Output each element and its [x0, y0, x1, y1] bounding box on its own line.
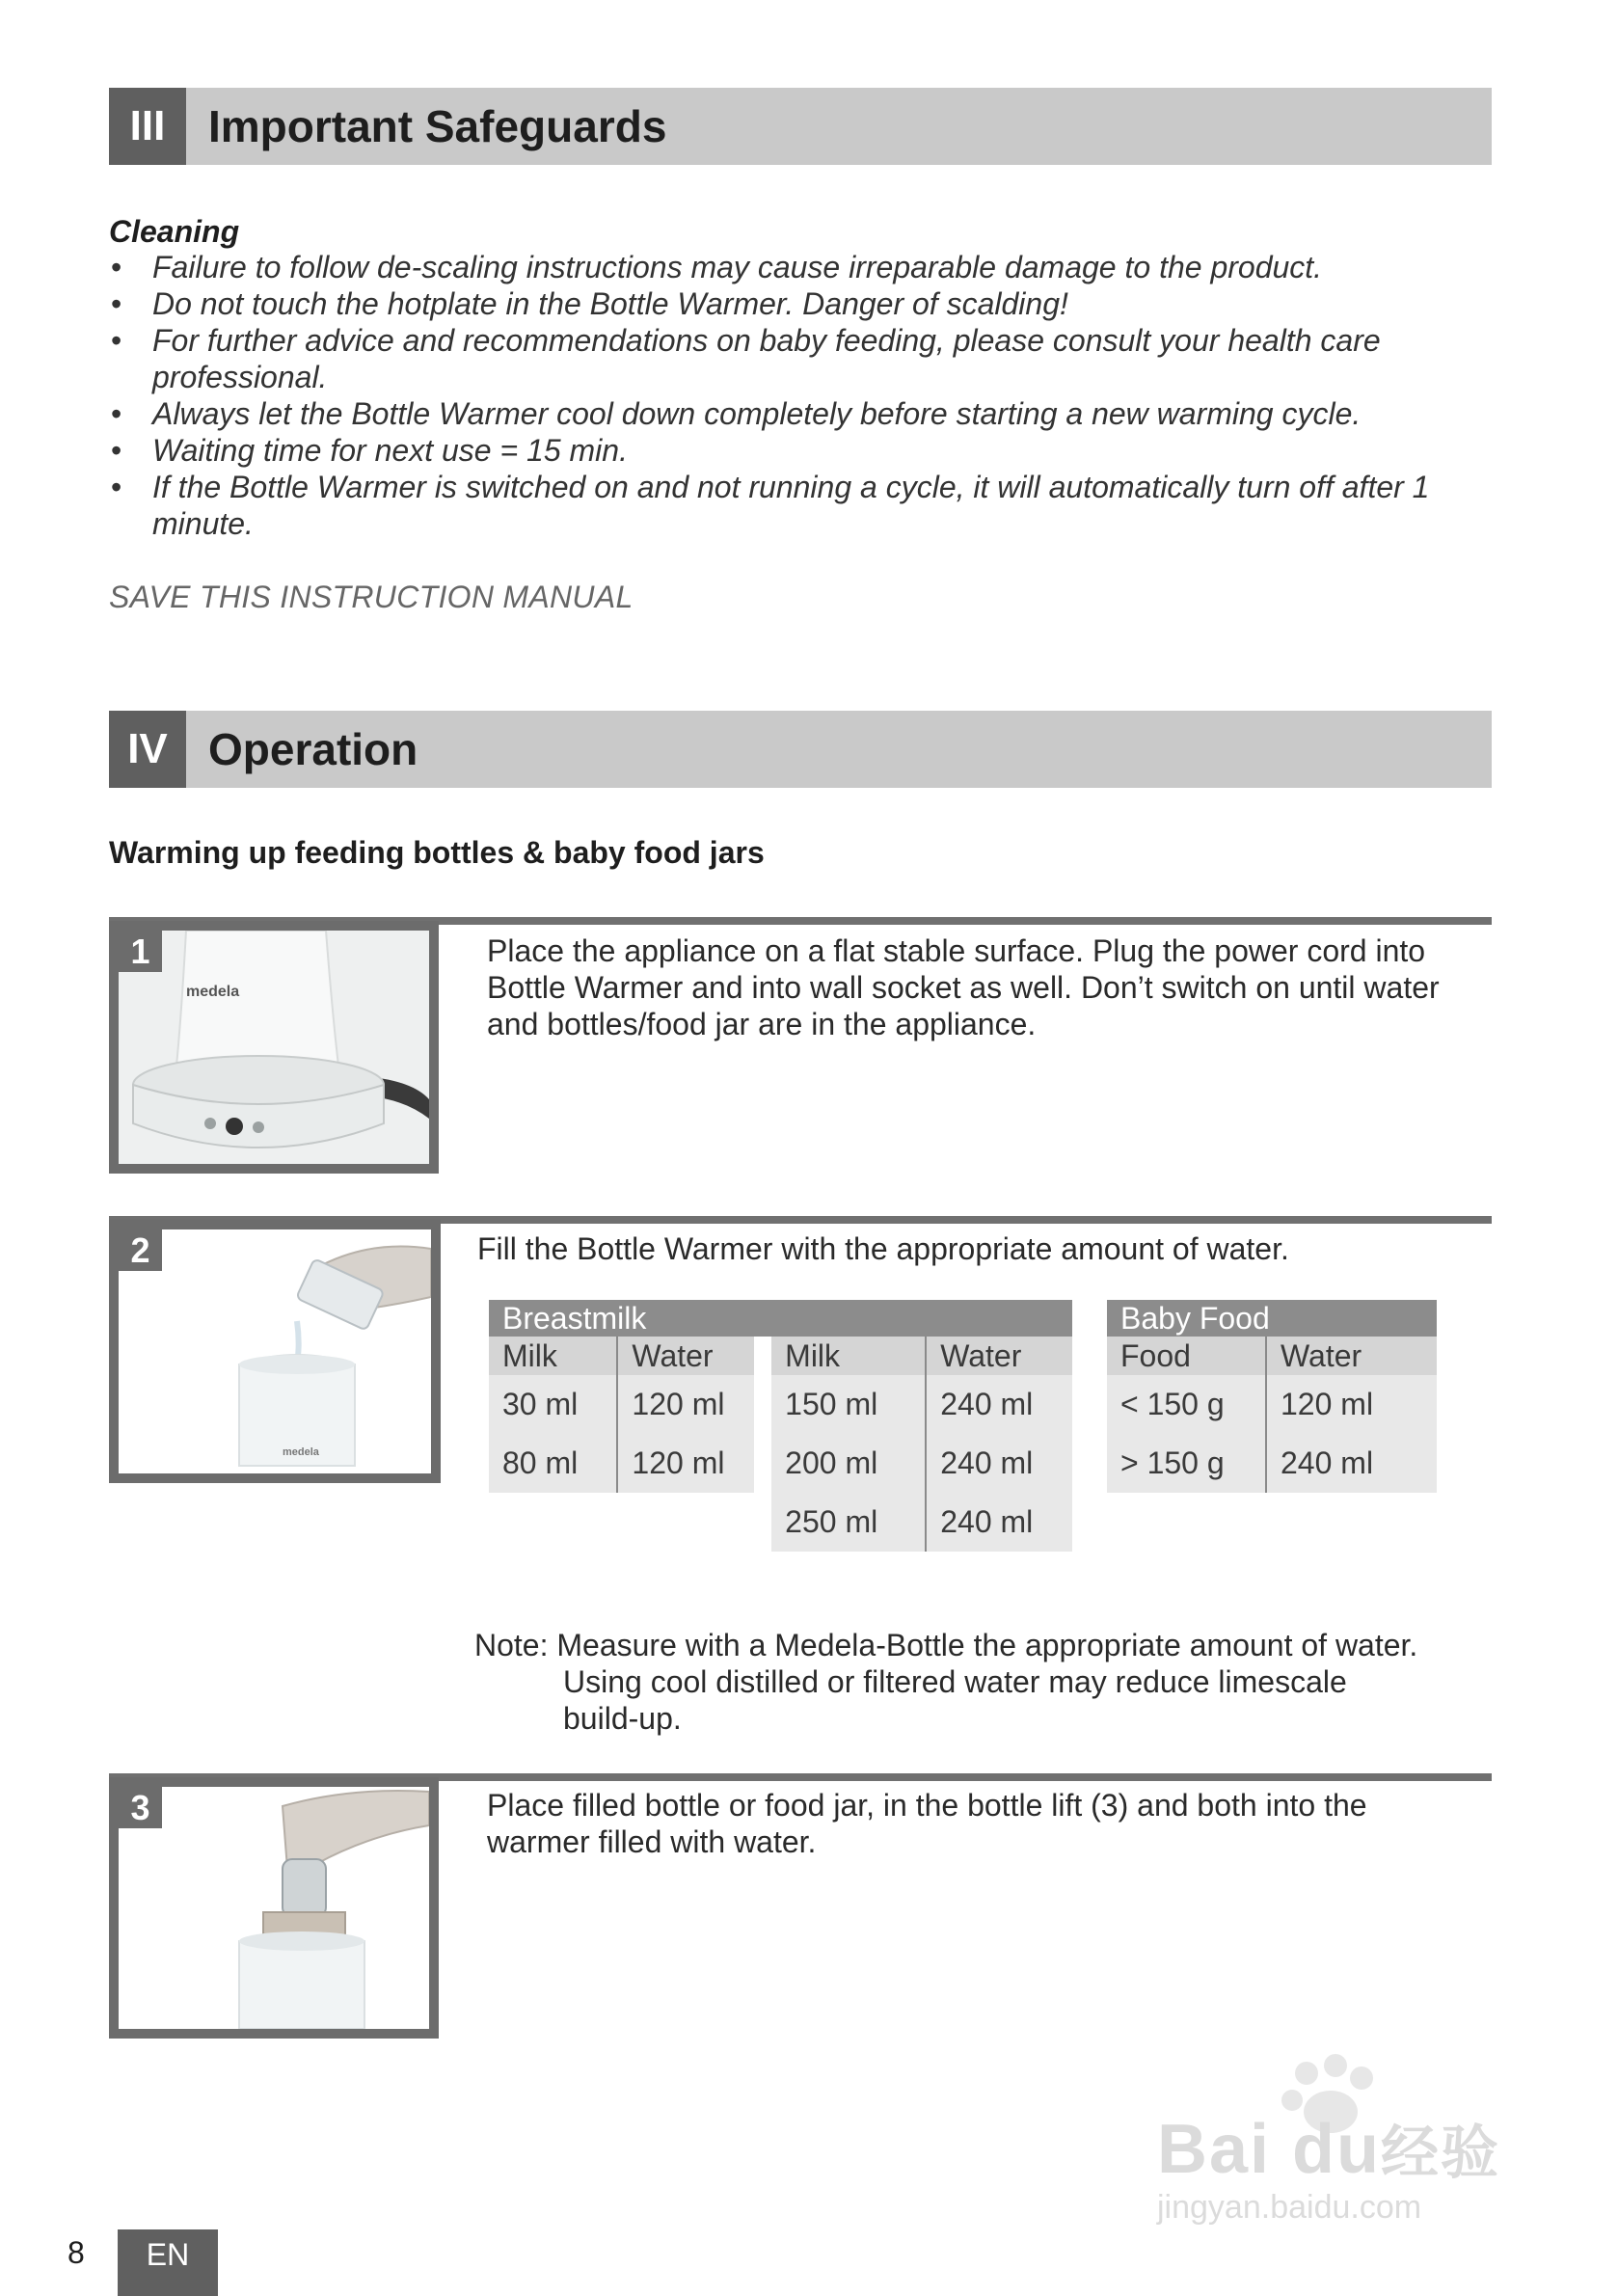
medela-logo: medela	[186, 984, 240, 1000]
save-manual-note: SAVE THIS INSTRUCTION MANUAL	[109, 580, 634, 614]
table-row	[489, 1434, 1072, 1493]
baidu-watermark	[1147, 2044, 1533, 2237]
step-number: 2	[119, 1229, 162, 1271]
note-line: build-up.	[563, 1701, 682, 1736]
table-cell: 120 ml	[1266, 1375, 1437, 1434]
column-header: Food	[1107, 1337, 1266, 1375]
section-header-safeguards	[109, 88, 1492, 165]
list-item: • For further advice and recommendations on baby feeding, please consult your health care professional.	[109, 322, 1497, 395]
table-caption: Breastmilk	[502, 1300, 647, 1336]
breastmilk-table	[489, 1300, 1072, 1552]
bottle-warmer-illustration	[119, 931, 429, 1164]
step-3-image	[109, 1777, 439, 2039]
section-title: Operation	[208, 724, 418, 774]
section-number: IV	[109, 711, 186, 788]
filling-illustration	[119, 1229, 431, 1473]
table-cell: 240 ml	[1266, 1434, 1437, 1493]
column-header: Milk	[763, 1337, 926, 1375]
cleaning-heading: Cleaning	[109, 214, 240, 249]
table-cell: 240 ml	[926, 1493, 1072, 1552]
list-item: • If the Bottle Warmer is switched on and not running a cycle, it will automatically turn off after 1 minute.	[109, 469, 1497, 542]
page-number: 8	[67, 2235, 85, 2270]
list-item: • Failure to follow de-scaling instructions may cause irreparable damage to the product.	[109, 249, 1497, 285]
step-1-image	[109, 921, 439, 1174]
table-cell: 200 ml	[763, 1434, 926, 1493]
list-item: • Waiting time for next use = 15 min.	[109, 432, 1497, 469]
bottle-lift-photo	[119, 1787, 429, 2029]
note-label: Note:	[474, 1628, 549, 1662]
watermark-brand	[1157, 2107, 1500, 2190]
table-row	[1107, 1434, 1437, 1493]
column-header: Milk	[489, 1337, 617, 1375]
table-row	[1107, 1375, 1437, 1434]
note-line: Using cool distilled or filtered water may reduce limescale	[563, 1664, 1347, 1699]
babyfood-table	[1107, 1300, 1437, 1493]
table-cell: 240 ml	[926, 1434, 1072, 1493]
table-row	[489, 1493, 1072, 1552]
medela-logo: medela	[283, 1446, 319, 1458]
column-header: Water	[617, 1337, 763, 1375]
step-number: 3	[119, 1787, 162, 1828]
table-cell: 150 ml	[763, 1375, 926, 1434]
watermark-brand-text: Bai du	[1157, 2111, 1382, 2188]
bottle-warmer-photo	[119, 931, 429, 1164]
table-cell: 250 ml	[763, 1493, 926, 1552]
water-note	[474, 1627, 1417, 1737]
table-row	[489, 1375, 1072, 1434]
list-item: • Do not touch the hotplate in the Bottle Warmer. Danger of scalding!	[109, 285, 1497, 322]
list-item: • Always let the Bottle Warmer cool down completely before starting a new warming cycle.	[109, 395, 1497, 432]
operation-subheading: Warming up feeding bottles & baby food jars	[109, 835, 765, 870]
step-3-text: Place filled bottle or food jar, in the bottle lift (3) and both into the warmer filled with water.	[487, 1788, 1367, 1859]
bottle-lift-illustration	[119, 1787, 429, 2029]
step-1-text: Place the appliance on a flat stable surface. Plug the power cord into Bottle Warmer and into wall socket as well. Don’t switch on until water and bottles/food jar are in the appliance.	[487, 933, 1440, 1041]
step-2-text: Fill the Bottle Warmer with the appropriate amount of water.	[477, 1231, 1289, 1266]
watermark-url: jingyan.baidu.com	[1157, 2189, 1422, 2226]
table-cell: 240 ml	[926, 1375, 1072, 1434]
watermark-cn-text: 经验	[1381, 2120, 1501, 2185]
table-cell: 120 ml	[617, 1375, 763, 1434]
table-cell: 120 ml	[617, 1434, 763, 1493]
column-header: Water	[926, 1337, 1072, 1375]
table-cell: 80 ml	[489, 1434, 617, 1493]
table-cell: > 150 g	[1107, 1434, 1266, 1493]
column-header: Water	[1266, 1337, 1437, 1375]
section-number: III	[109, 88, 186, 165]
note-line: Measure with a Medela-Bottle the appropriate amount of water.	[556, 1628, 1418, 1662]
table-cell: < 150 g	[1107, 1375, 1266, 1434]
language-badge: EN	[118, 2229, 218, 2296]
table-caption: Baby Food	[1120, 1300, 1270, 1336]
section-header-operation	[109, 711, 1492, 788]
table-cell: 30 ml	[489, 1375, 617, 1434]
section-title: Important Safeguards	[208, 101, 667, 151]
step-number: 1	[119, 931, 162, 972]
filling-water-photo	[119, 1229, 431, 1473]
cleaning-list	[109, 249, 1497, 542]
step-2-image	[109, 1220, 441, 1483]
